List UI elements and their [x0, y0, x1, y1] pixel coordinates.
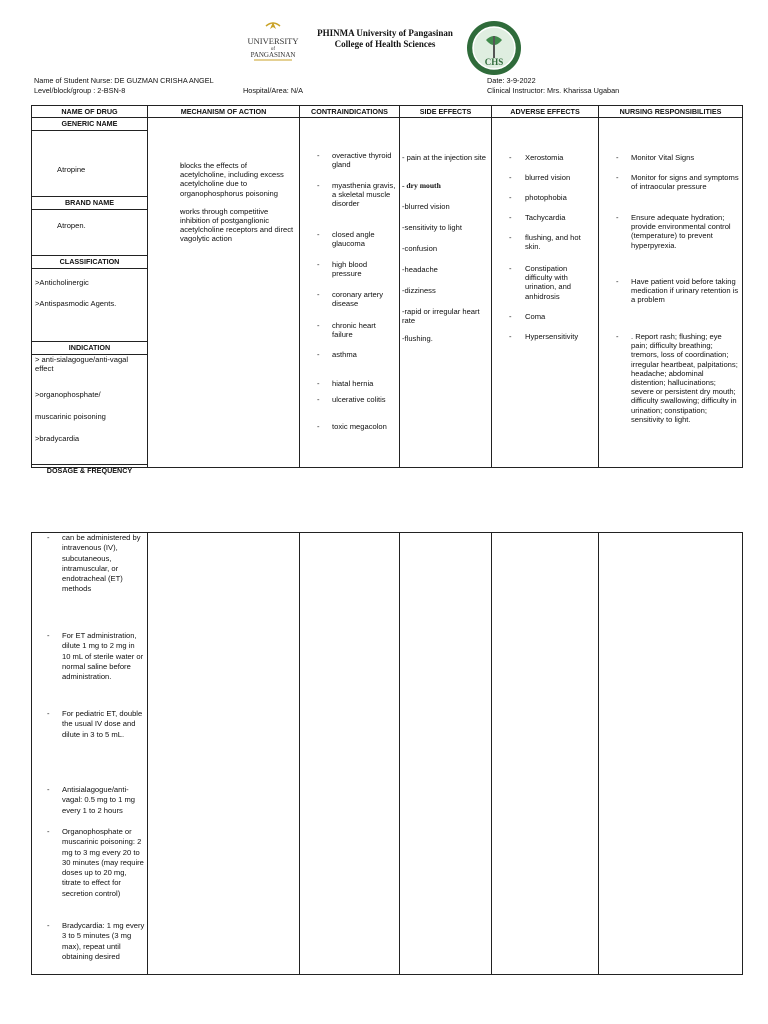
college-name: College of Health Sciences	[334, 39, 436, 49]
clinical-instructor: Clinical Instructor: Mrs. Kharissa Ugaban	[487, 86, 620, 95]
col-header-mechanism: MECHANISM OF ACTION	[148, 106, 300, 118]
adverse-effect-item: - blurred vision	[509, 173, 571, 182]
adverse-effects-cell	[492, 118, 599, 468]
side-effect-item: -headache	[402, 265, 438, 274]
dosage-label: DOSAGE & FREQUENCY	[32, 464, 147, 477]
contraindication-item: - ulcerative colitis	[317, 395, 386, 404]
brand-name-label: BRAND NAME	[32, 196, 147, 210]
date: Date: 3-9-2022	[487, 76, 536, 85]
nursing-cell	[599, 118, 743, 468]
institution-title	[310, 28, 460, 50]
adverse-effect-item: - Xerostomia	[509, 153, 564, 162]
adverse-effects-cell-continued	[492, 533, 599, 975]
generic-name-value: Atropine	[57, 165, 86, 174]
hospital-area: Hospital/Area: N/A	[243, 86, 304, 95]
logo-text-of: of	[270, 47, 276, 52]
contraindication-item: - closed angle glaucoma	[317, 230, 375, 249]
side-effect-item: - dry mouth	[402, 181, 441, 190]
mechanism-cell-continued	[148, 533, 300, 975]
indication-item: muscarinic poisoning	[35, 412, 106, 421]
nursing-item: - Monitor Vital Signs	[616, 153, 695, 162]
contraindication-item: - toxic megacolon	[317, 422, 387, 431]
mechanism-item: - works through competitive inhibition of postganglionic acetylcholine receptors and direct vagolytic action	[165, 207, 295, 244]
contraindication-item: - overactive thyroid gland	[317, 151, 392, 170]
col-header-nursing: NURSING RESPONSIBILITIES	[599, 106, 743, 118]
indication-item: >organophosphate/	[35, 390, 101, 399]
contraindication-item: - myasthenia gravis, a skeletal muscle disorder	[317, 181, 396, 209]
nursing-item: - Monitor for signs and symptoms of intraocular pressure	[616, 173, 739, 192]
contraindication-item: - chronic heart failure	[317, 321, 376, 340]
adverse-effect-item: - photophobia	[509, 193, 567, 202]
side-effects-cell-continued	[400, 533, 492, 975]
side-effect-item: -flushing.	[402, 334, 433, 343]
nursing-item: - Have patient void before taking medication if urinary retention is a problem	[616, 277, 739, 305]
indication-label: INDICATION	[32, 341, 147, 355]
mechanism-cell	[148, 118, 300, 468]
dosage-item: - can be administered by intravenous (IV), subcutaneous, intramuscular, or endotracheal (ET) methods	[47, 533, 141, 594]
col-header-contraindications: CONTRAINDICATIONS	[300, 106, 400, 118]
university-logo	[240, 20, 306, 66]
side-effect-item: -rapid or irregular heart rate	[402, 307, 480, 326]
drug-study-table-continued	[31, 532, 743, 975]
chs-seal-logo	[466, 20, 522, 76]
side-effect-item: -confusion	[402, 244, 438, 253]
side-effect-item: - pain at the injection site	[402, 153, 487, 162]
dosage-item: - Antisialagogue/anti-vagal: 0.5 mg to 1 mg every 1 to 2 hours	[47, 785, 136, 815]
logo-text-university: UNIVERSITY	[247, 36, 299, 46]
contraindications-cell-continued	[300, 533, 400, 975]
side-effect-item: -dizziness	[402, 286, 436, 295]
nursing-item: - Ensure adequate hydration; provide environmental control (temperature) to prevent hyperpyrexia.	[616, 213, 731, 250]
side-effects-cell	[400, 118, 492, 468]
dosage-item: - For ET administration, dilute 1 mg to 2 mg in 10 mL of sterile water or normal saline before administration.	[47, 631, 144, 682]
adverse-effect-item: - Constipation difficulty with urination, and anhidrosis	[509, 264, 572, 301]
adverse-effect-item: - Tachycardia	[509, 213, 566, 222]
level-block-group: Level/block/group : 2-BSN-8	[34, 86, 126, 95]
col-header-adverse-effects: ADVERSE EFFECTS	[492, 106, 599, 118]
generic-name-label: GENERIC NAME	[32, 118, 147, 131]
institution-name: PHINMA University of Pangasinan	[317, 28, 453, 38]
nursing-item: - . Report rash; flushing; eye pain; difficulty breathing; tremors, loss of coordination; irregular heartbeat, palpitations; headache; abdominal distention; hallucinations; severe or persistent dry mouth; difficulty swallowing; difficulty in urination; constipation; sensitivity to light.	[616, 332, 738, 424]
nursing-cell-continued	[599, 533, 743, 975]
drug-study-table	[31, 105, 743, 475]
indication-item: > anti-sialagogue/anti-vagal effect	[35, 355, 129, 374]
contraindication-item: - high blood pressure	[317, 260, 368, 279]
student-name: Name of Student Nurse: DE GUZMAN CRISHA ANGEL	[34, 76, 214, 85]
mechanism-item: - blocks the effects of acetylcholine, including excess acetylcholine due to organophosphorus poisoning	[165, 161, 295, 198]
seal-text: CHS	[484, 57, 504, 67]
dosage-cell	[32, 533, 148, 975]
contraindication-item: - asthma	[317, 350, 357, 359]
logo-text-pangasinan: PANGASINAN	[250, 51, 296, 59]
side-effect-item: -sensitivity to light	[402, 223, 462, 232]
brand-name-value: Atropen.	[57, 221, 86, 230]
adverse-effect-item: - flushing, and hot skin.	[509, 233, 581, 252]
col-header-drug-name: NAME OF DRUG	[32, 106, 148, 118]
contraindication-item: - hiatal hernia	[317, 379, 374, 388]
classification-item: >Anticholinergic	[35, 278, 89, 287]
drug-name-cell	[32, 118, 148, 475]
classification-label: CLASSIFICATION	[32, 255, 147, 269]
adverse-effect-item: - Hypersensitivity	[509, 332, 579, 341]
dosage-item: - For pediatric ET, double the usual IV dose and dilute in 3 to 5 mL.	[47, 709, 143, 739]
adverse-effect-item: - Coma	[509, 312, 546, 321]
contraindications-cell	[300, 118, 400, 468]
indication-item: >bradycardia	[35, 434, 80, 443]
side-effect-item: -blurred vision	[402, 202, 450, 211]
col-header-side-effects: SIDE EFFECTS	[400, 106, 492, 118]
dosage-item: - Organophosphate or muscarinic poisoning: 2 mg to 3 mg every 20 to 30 minutes (may require doses up to 20 mg, titrate to effect for secretion control)	[47, 827, 144, 898]
contraindication-item: - coronary artery disease	[317, 290, 384, 309]
classification-item: >Antispasmodic Agents.	[35, 299, 117, 308]
dosage-item: - Bradycardia: 1 mg every 3 to 5 minutes (3 mg max), repeat until obtaining desired	[47, 921, 145, 961]
